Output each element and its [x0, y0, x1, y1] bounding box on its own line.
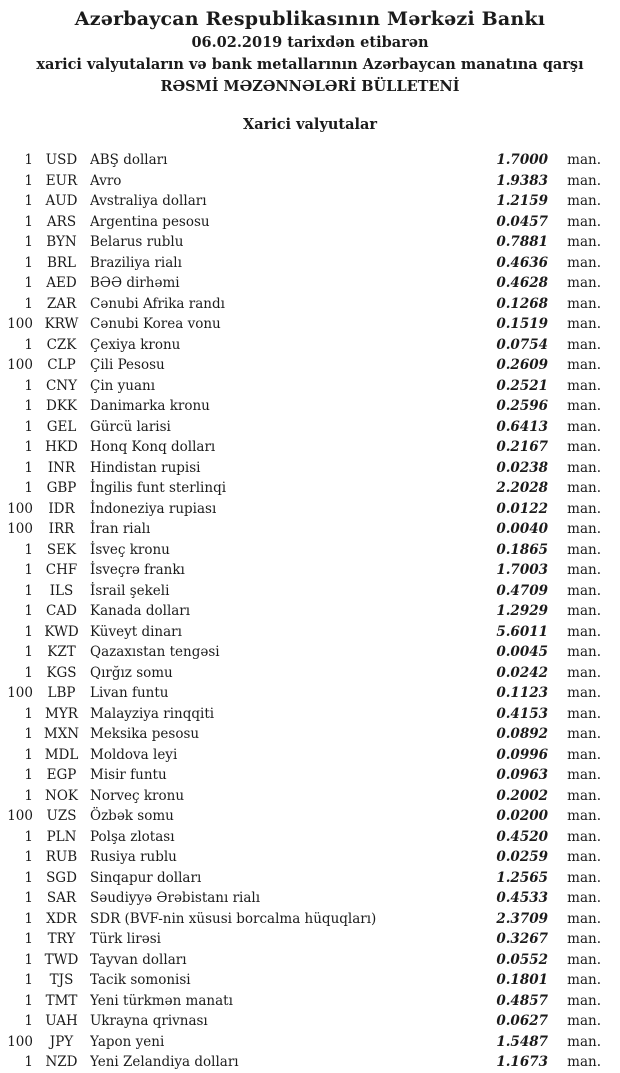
currency-name: Avstraliya dolları	[90, 193, 207, 209]
rate-quantity: 1	[24, 418, 33, 435]
rate-unit: man.	[567, 767, 601, 783]
rate-unit: man.	[567, 623, 601, 640]
rate-row	[0, 1052, 620, 1073]
rates-table	[0, 150, 620, 1073]
currency-name: Malayziya rinqqiti	[90, 705, 215, 722]
currency-name: Yeni türkmən manatı	[90, 992, 233, 1009]
currency-name: Braziliya rialı	[90, 254, 182, 271]
rate-unit: man.	[567, 398, 601, 414]
currency-code: KZT	[47, 644, 76, 660]
rate-row	[0, 601, 620, 622]
rate-row	[0, 622, 620, 643]
currency-name: BƏƏ dirhəmi	[90, 275, 180, 291]
rate-value: 0.0040	[496, 521, 548, 537]
rate-unit: man.	[567, 910, 601, 927]
currency-code: KRW	[44, 316, 79, 332]
rate-unit: man.	[567, 664, 601, 681]
rate-row	[0, 642, 620, 663]
rate-quantity: 100	[7, 357, 33, 373]
rate-value: 0.4153	[496, 705, 548, 722]
rate-value: 0.0963	[496, 767, 548, 783]
rate-value: 1.9383	[496, 172, 548, 189]
currency-name: Hindistan rupisi	[90, 459, 201, 476]
rate-unit: man.	[567, 172, 601, 189]
currency-code: ARS	[46, 213, 77, 230]
rate-quantity: 1	[24, 295, 33, 312]
currency-code: EGP	[46, 767, 77, 783]
rate-row	[0, 273, 620, 294]
currency-name: Tacik somonisi	[90, 972, 191, 988]
rate-row	[0, 314, 620, 335]
rate-quantity: 1	[24, 972, 33, 988]
currency-code: GBP	[46, 480, 77, 496]
rate-quantity: 100	[7, 685, 33, 701]
rate-value: 0.1519	[496, 316, 548, 332]
currency-code: SGD	[46, 869, 77, 886]
currency-code: RUB	[45, 849, 78, 865]
currency-code: AED	[46, 275, 77, 291]
rate-unit: man.	[567, 152, 601, 168]
rate-quantity: 1	[24, 336, 33, 353]
currency-code: USD	[45, 152, 78, 168]
currency-code: EUR	[45, 172, 78, 189]
currency-code: MDL	[44, 746, 79, 763]
rate-quantity: 1	[24, 869, 33, 886]
rate-value: 2.3709	[496, 910, 548, 927]
rate-quantity: 1	[24, 480, 33, 496]
rate-unit: man.	[567, 705, 601, 722]
rate-value: 0.2002	[496, 787, 548, 804]
currency-code: DKK	[46, 398, 77, 414]
currency-name: İran rialı	[90, 521, 151, 537]
rate-unit: man.	[567, 521, 601, 537]
rate-value: 1.5487	[496, 1033, 548, 1050]
currency-name: Yeni Zelandiya dolları	[90, 1054, 239, 1070]
rate-quantity: 1	[24, 726, 33, 742]
rate-row	[0, 458, 620, 479]
rate-row	[0, 437, 620, 458]
rate-value: 1.2159	[496, 193, 548, 209]
rate-value: 0.0242	[496, 664, 548, 681]
rate-row	[0, 950, 620, 971]
currency-code: HKD	[45, 439, 78, 455]
rate-value: 1.2565	[496, 869, 548, 886]
currency-name: Belarus rublu	[90, 234, 184, 250]
currency-code: TWD	[44, 951, 79, 968]
rate-quantity: 1	[24, 664, 33, 681]
rate-quantity: 1	[24, 849, 33, 865]
rate-row	[0, 991, 620, 1012]
rate-unit: man.	[567, 726, 601, 742]
rate-quantity: 1	[24, 275, 33, 291]
rate-value: 0.2167	[496, 439, 548, 455]
rate-row	[0, 847, 620, 868]
rate-row	[0, 294, 620, 315]
rate-row	[0, 253, 620, 274]
currency-name: Cənubi Korea vonu	[90, 316, 221, 332]
currency-code: IDR	[48, 500, 75, 517]
currency-name: Gürcü larisi	[90, 418, 171, 435]
rate-unit: man.	[567, 582, 601, 599]
rate-unit: man.	[567, 603, 601, 619]
currency-code: KGS	[46, 664, 77, 681]
rate-unit: man.	[567, 828, 601, 845]
rate-value: 0.0996	[496, 746, 548, 763]
rate-row	[0, 868, 620, 889]
rate-row	[0, 417, 620, 438]
currency-code: LBP	[47, 685, 76, 701]
rate-value: 0.4709	[496, 582, 548, 599]
rate-value: 0.7881	[496, 234, 548, 250]
effective-date-line: 06.02.2019 tarixdən etibarən	[191, 34, 429, 51]
rate-value: 0.0892	[496, 726, 548, 742]
rate-row	[0, 683, 620, 704]
currency-code: CLP	[47, 357, 76, 373]
rate-quantity: 1	[24, 705, 33, 722]
rate-row	[0, 212, 620, 233]
currency-code: TRY	[47, 931, 76, 947]
rate-value: 1.7003	[496, 562, 548, 578]
rate-row	[0, 499, 620, 520]
currency-code: ILS	[49, 582, 74, 599]
rate-unit: man.	[567, 254, 601, 271]
currency-code: CAD	[46, 603, 77, 619]
rate-row	[0, 171, 620, 192]
currency-code: ZAR	[46, 295, 77, 312]
rate-row	[0, 581, 620, 602]
currency-name: Livan funtu	[90, 685, 169, 701]
currency-code: JPY	[49, 1033, 74, 1050]
rate-row	[0, 355, 620, 376]
rate-row	[0, 150, 620, 171]
rate-value: 2.2028	[496, 480, 548, 496]
currency-name: Küveyt dinarı	[90, 623, 182, 640]
rate-quantity: 1	[24, 890, 33, 906]
rate-quantity: 1	[24, 828, 33, 845]
rate-unit: man.	[567, 193, 601, 209]
rate-unit: man.	[567, 1013, 601, 1029]
rate-value: 1.1673	[496, 1054, 548, 1070]
rate-quantity: 1	[24, 562, 33, 578]
currency-name: İsrail şekeli	[90, 582, 170, 599]
rate-value: 0.0238	[496, 459, 548, 476]
rate-value: 5.6011	[496, 623, 548, 640]
currency-name: Cənubi Afrika randı	[90, 295, 225, 312]
rate-quantity: 1	[24, 254, 33, 271]
currency-name: İngilis funt sterlinqi	[90, 480, 227, 496]
rate-row	[0, 909, 620, 930]
rate-quantity: 1	[24, 767, 33, 783]
rate-value: 0.1268	[496, 295, 548, 312]
currency-code: CZK	[46, 336, 77, 353]
currency-name: Misir funtu	[90, 767, 167, 783]
currency-code: SAR	[46, 890, 77, 906]
rate-row	[0, 765, 620, 786]
rate-quantity: 1	[24, 1013, 33, 1029]
rate-value: 0.0122	[496, 500, 548, 517]
rate-quantity: 1	[24, 746, 33, 763]
currency-name: Avro	[90, 172, 122, 189]
rate-value: 0.0627	[496, 1013, 548, 1029]
currency-code: BYN	[46, 234, 77, 250]
rate-quantity: 1	[24, 1054, 33, 1070]
rate-unit: man.	[567, 234, 601, 250]
rate-row	[0, 335, 620, 356]
currency-code: PLN	[46, 828, 77, 845]
currency-code: TJS	[49, 972, 74, 988]
currency-name: Çexiya kronu	[90, 336, 181, 353]
rate-row	[0, 478, 620, 499]
rate-row	[0, 560, 620, 581]
rate-value: 1.7000	[496, 152, 548, 168]
rate-row	[0, 806, 620, 827]
rate-quantity: 1	[24, 234, 33, 250]
rate-quantity: 1	[24, 398, 33, 414]
currency-name: Yapon yeni	[90, 1033, 165, 1050]
rate-quantity: 1	[24, 213, 33, 230]
currency-name: Kanada dolları	[90, 603, 191, 619]
rate-value: 0.2596	[496, 398, 548, 414]
currency-code: GEL	[46, 418, 77, 435]
currency-name: Qırğız somu	[90, 664, 173, 681]
rate-value: 0.0552	[496, 951, 548, 968]
currency-code: MXN	[43, 726, 80, 742]
rate-quantity: 1	[24, 193, 33, 209]
rate-value: 0.1865	[496, 541, 548, 558]
rate-quantity: 1	[24, 623, 33, 640]
rate-unit: man.	[567, 992, 601, 1009]
rate-quantity: 1	[24, 377, 33, 394]
rate-quantity: 1	[24, 172, 33, 189]
rate-quantity: 100	[7, 500, 33, 517]
rate-value: 0.3267	[496, 931, 548, 947]
rate-quantity: 1	[24, 439, 33, 455]
rate-row	[0, 191, 620, 212]
currency-code: SEK	[46, 541, 77, 558]
subtitle-line: xarici valyutaların və bank metallarının Azərbaycan manatına qarşı	[36, 56, 584, 73]
rate-value: 0.0457	[496, 213, 548, 230]
rate-quantity: 100	[7, 521, 33, 537]
rate-unit: man.	[567, 562, 601, 578]
rate-value: 0.4636	[496, 254, 548, 271]
currency-name: Argentina pesosu	[90, 213, 210, 230]
rate-value: 0.4628	[496, 275, 548, 291]
rate-row	[0, 786, 620, 807]
rate-unit: man.	[567, 357, 601, 373]
rate-unit: man.	[567, 890, 601, 906]
currency-name: Özbək somu	[90, 808, 174, 824]
currency-code: UZS	[46, 808, 77, 824]
rate-unit: man.	[567, 377, 601, 394]
currency-name: Çili Pesosu	[90, 357, 165, 373]
rate-unit: man.	[567, 418, 601, 435]
currency-name: İndoneziya rupiası	[90, 500, 217, 517]
rate-quantity: 1	[24, 459, 33, 476]
rate-quantity: 100	[7, 316, 33, 332]
rate-unit: man.	[567, 275, 601, 291]
rate-quantity: 1	[24, 910, 33, 927]
rate-unit: man.	[567, 685, 601, 701]
currency-code: UAH	[45, 1013, 78, 1029]
rate-unit: man.	[567, 808, 601, 824]
currency-name: Çin yuanı	[90, 377, 156, 394]
rate-row	[0, 1032, 620, 1053]
rate-unit: man.	[567, 316, 601, 332]
rate-row	[0, 745, 620, 766]
rate-quantity: 1	[24, 582, 33, 599]
rate-unit: man.	[567, 480, 601, 496]
rate-unit: man.	[567, 213, 601, 230]
currency-name: Meksika pesosu	[90, 726, 200, 742]
rate-value: 0.1801	[496, 972, 548, 988]
currency-name: Sinqapur dolları	[90, 869, 202, 886]
rate-row	[0, 663, 620, 684]
currency-code: CNY	[45, 377, 78, 394]
rate-quantity: 100	[7, 808, 33, 824]
rate-row	[0, 704, 620, 725]
rate-unit: man.	[567, 644, 601, 660]
rate-value: 0.0754	[496, 336, 548, 353]
currency-name: Səudiyyə Ərəbistanı rialı	[90, 890, 261, 906]
rate-row	[0, 232, 620, 253]
bulletin-title-line: RƏSMİ MƏZƏNNƏLƏRİ BÜLLETENİ	[160, 78, 460, 95]
rate-row	[0, 1011, 620, 1032]
rate-unit: man.	[567, 849, 601, 865]
currency-code: INR	[47, 459, 76, 476]
currency-name: SDR (BVF-nin xüsusi borcalma hüquqları)	[90, 910, 377, 927]
rate-row	[0, 540, 620, 561]
rate-quantity: 100	[7, 1033, 33, 1050]
rate-unit: man.	[567, 787, 601, 804]
currency-code: TMT	[45, 992, 78, 1009]
rate-value: 0.6413	[496, 418, 548, 435]
currency-name: Danimarka kronu	[90, 398, 210, 414]
currency-name: Norveç kronu	[90, 787, 185, 804]
currency-code: NOK	[45, 787, 78, 804]
rate-quantity: 1	[24, 931, 33, 947]
rate-row	[0, 519, 620, 540]
currency-name: Qazaxıstan tengəsi	[90, 644, 220, 660]
rate-unit: man.	[567, 1054, 601, 1070]
rate-value: 0.1123	[496, 685, 548, 701]
rate-quantity: 1	[24, 644, 33, 660]
rate-unit: man.	[567, 439, 601, 455]
currency-code: CHF	[45, 562, 78, 578]
bank-title: Azərbaycan Respublikasının Mərkəzi Bankı	[74, 8, 546, 30]
document-header	[0, 0, 620, 98]
rate-value: 0.2521	[496, 377, 548, 394]
currency-code: MYR	[45, 705, 78, 722]
currency-code: IRR	[48, 521, 75, 537]
rate-unit: man.	[567, 869, 601, 886]
currency-name: İsveç kronu	[90, 541, 170, 558]
currency-name: Ukrayna qrivnası	[90, 1013, 208, 1029]
rate-unit: man.	[567, 336, 601, 353]
currency-name: Polşa zlotası	[90, 828, 175, 845]
currency-code: NZD	[45, 1054, 78, 1070]
rate-unit: man.	[567, 295, 601, 312]
rate-quantity: 1	[24, 152, 33, 168]
rate-unit: man.	[567, 972, 601, 988]
rate-value: 1.2929	[496, 603, 548, 619]
rate-value: 0.0259	[496, 849, 548, 865]
rate-unit: man.	[567, 931, 601, 947]
rate-value: 0.0200	[496, 808, 548, 824]
currency-code: KWD	[44, 623, 79, 640]
rate-unit: man.	[567, 541, 601, 558]
rate-quantity: 1	[24, 787, 33, 804]
rate-unit: man.	[567, 951, 601, 968]
currency-code: BRL	[46, 254, 77, 271]
section-title-foreign-currencies: Xarici valyutalar	[242, 116, 378, 133]
currency-code: XDR	[46, 910, 77, 927]
currency-name: Rusiya rublu	[90, 849, 177, 865]
rate-quantity: 1	[24, 951, 33, 968]
rate-row	[0, 888, 620, 909]
rate-value: 0.4857	[496, 992, 548, 1009]
currency-name: ABŞ dolları	[90, 152, 168, 168]
rate-row	[0, 929, 620, 950]
currency-name: Türk lirəsi	[90, 931, 161, 947]
rate-quantity: 1	[24, 541, 33, 558]
currency-name: Moldova leyi	[90, 746, 178, 763]
rate-row	[0, 396, 620, 417]
rate-row	[0, 376, 620, 397]
rate-row	[0, 970, 620, 991]
rate-unit: man.	[567, 500, 601, 517]
rate-value: 0.0045	[496, 644, 548, 660]
currency-name: Tayvan dolları	[90, 951, 187, 968]
rate-unit: man.	[567, 1033, 601, 1050]
rate-quantity: 1	[24, 603, 33, 619]
currency-name: Honq Konq dolları	[90, 439, 216, 455]
rate-unit: man.	[567, 746, 601, 763]
currency-code: AUD	[45, 193, 78, 209]
rate-value: 0.4533	[496, 890, 548, 906]
rate-row	[0, 827, 620, 848]
rate-value: 0.4520	[496, 828, 548, 845]
rate-unit: man.	[567, 459, 601, 476]
rate-quantity: 1	[24, 992, 33, 1009]
rate-value: 0.2609	[496, 357, 548, 373]
rate-row	[0, 724, 620, 745]
currency-name: İsveçrə frankı	[90, 562, 185, 578]
